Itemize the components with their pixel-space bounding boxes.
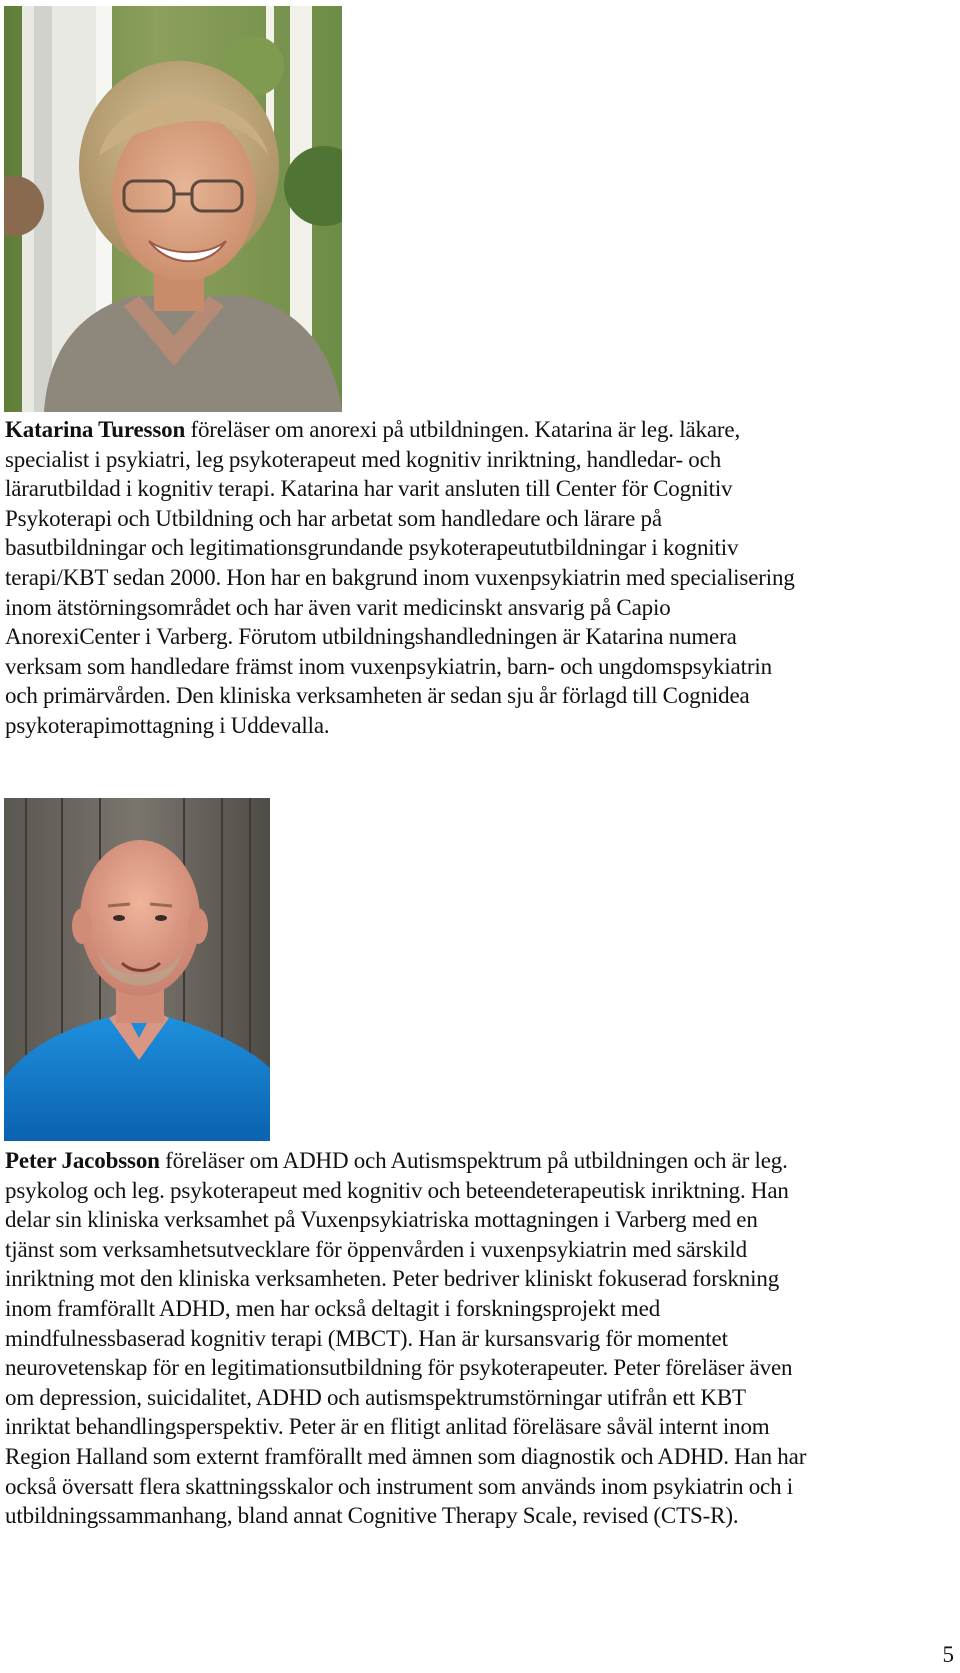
bio-paragraph-peter	[5, 1146, 955, 1531]
person-name-peter: Peter Jacobsson	[5, 1148, 160, 1173]
portrait-photo-katarina	[4, 6, 342, 412]
bio-text-katarina: föreläser om anorexi på utbildningen. Katarina är leg. läkare, specialist i psykiatri, leg psykoterapeut med kognitiv inriktning, handledar- och lärarutbildad i kognitiv terapi. Katarina har varit ansluten till Center för Cognitiv Psykoterapi och Utbildning och har arbetat som handledare och lärare på basutbildningar och legitimationsgrundande psykoterapeututbildningar i kognitiv terapi/KBT sedan 2000. Hon har en bakgrund inom vuxenpsykiatrin med specialisering inom ätstörningsområdet och har även varit medicinskt ansvarig på Capio AnorexiCenter i Varberg. Förutom utbildningshandledningen är Katarina numera verksam som handledare främst inom vuxenpsykiatrin, barn- och ungdomspsykiatrin och primärvården. Den kliniska verksamheten är sedan sju år förlagd till Cognidea psykoterapimottagning i Uddevalla.	[5, 417, 795, 738]
page-number: 5	[942, 1642, 954, 1667]
bio-text-peter: föreläser om ADHD och Autismspektrum på utbildningen och är leg. psykolog och leg. psykoterapeut med kognitiv och beteendeterapeutisk inriktning. Han delar sin kliniska verksamhet på Vuxenpsykiatriska mottagningen i Varberg med en tjänst som verksamhetsutvecklare för öppenvården i vuxenpsykiatrin med särskild inriktning mot den kliniska verksamheten. Peter bedriver kliniskt fokuserad forskning inom framförallt ADHD, men har också deltagit i forskningsprojekt med mindfulnessbaserad kognitiv terapi (MBCT). Han är kursansvarig för momentet neurovetenskap för en legitimationsutbildning för psykoterapeuter. Peter föreläser även om depression, suicidalitet, ADHD och autismspektrumstörningar utifrån ett KBT inriktat behandlingsperspektiv. Peter är en flitigt anlitad föreläsare såväl internt inom Region Halland som externt framförallt med ämnen som diagnostik och ADHD. Han har också översatt flera skattningsskalor och instrument som används inom psykiatrin och i utbildningssammanhang, bland annat Cognitive Therapy Scale, revised (CTS-R).	[5, 1148, 807, 1529]
bio-paragraph-katarina	[5, 415, 955, 741]
portrait-katarina-image	[4, 6, 342, 412]
person-name-katarina: Katarina Turesson	[5, 417, 186, 442]
portrait-photo-peter	[4, 798, 270, 1141]
portrait-peter-image	[4, 798, 270, 1141]
